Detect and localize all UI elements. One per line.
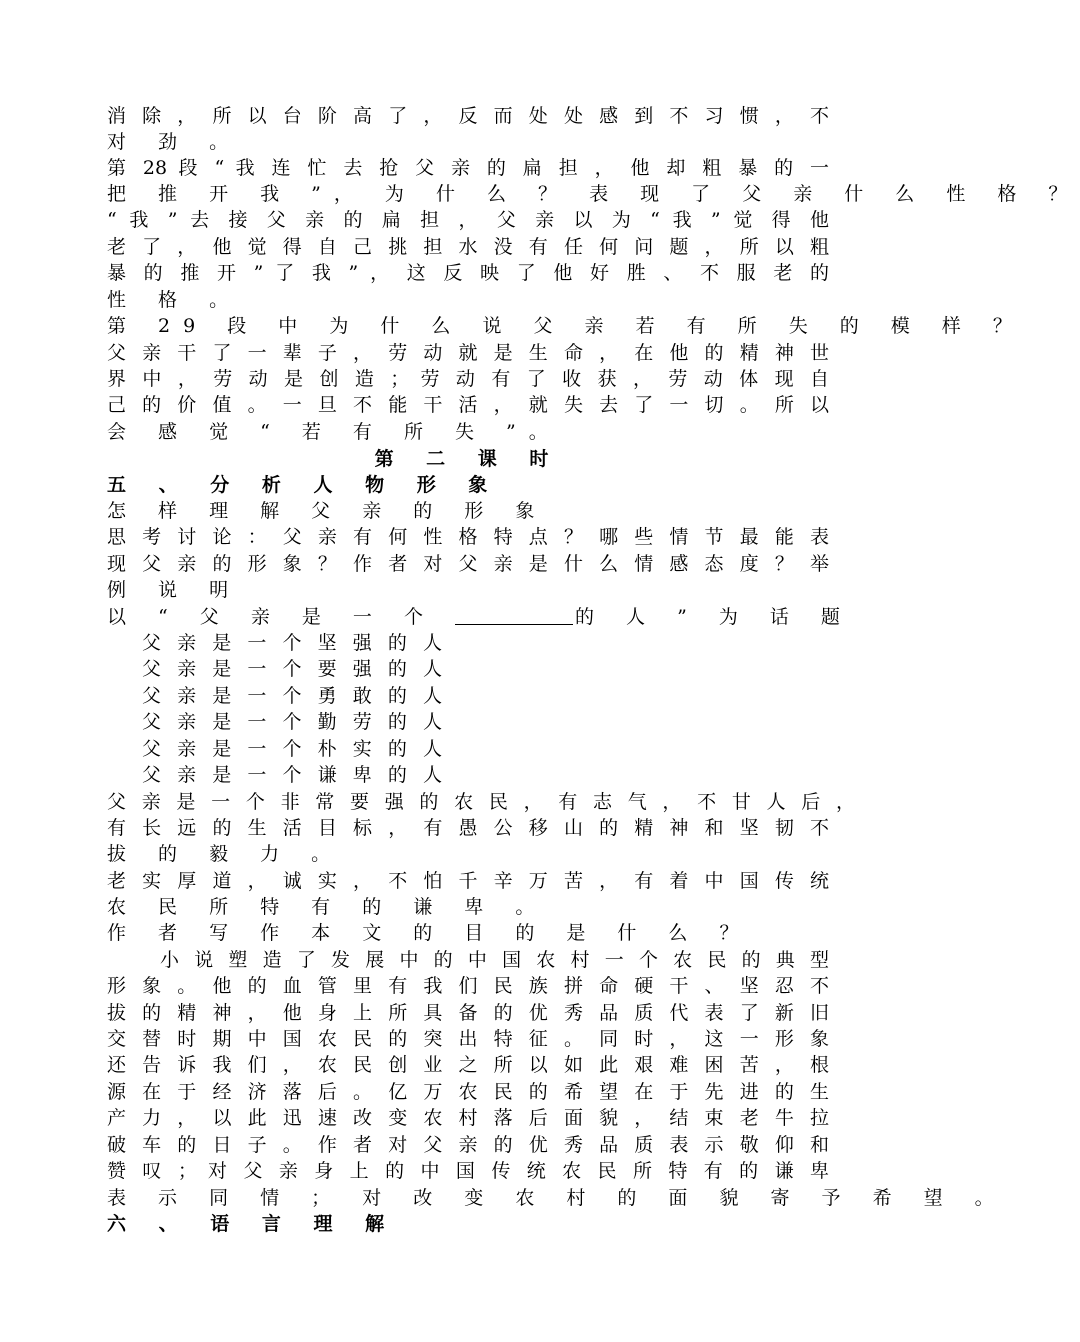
text-line: “ 我 ” 去 接 父 亲 的 扁 担 ， 父 亲 以 为 “ 我 ” 觉 得 他: [107, 209, 829, 231]
text-line: 还 告 诉 我 们 ， 农 民 创 业 之 所 以 如 此 艰 难 困 苦 ， 根: [107, 1054, 829, 1076]
text-line: 例 说 明: [107, 579, 242, 601]
text-line: 思 考 讨 论 ： 父 亲 有 何 性 格 特 点 ？ 哪 些 情 节 最 能 表: [107, 526, 829, 548]
text-line: 老 了 ， 他 觉 得 自 己 挑 担 水 没 有 任 何 问 题 ， 所 以 粗: [107, 236, 829, 258]
text-line: 拔 的 毅 力 。: [107, 843, 344, 865]
lesson-title: 第 二 课 时: [374, 448, 562, 470]
question-28: 第 28 段 “ 我 连 忙 去 抢 父 亲 的 扁 担 ， 他 却 粗 暴 的 一: [107, 157, 829, 179]
text-line: 农 民 所 特 有 的 谦 卑 。: [107, 896, 548, 918]
text-line: 小 说 塑 造 了 发 展 中 的 中 国 农 村 一 个 农 民 的 典 型: [160, 949, 829, 971]
text-line: 己 的 价 值 。 一 旦 不 能 干 活 ， 就 失 去 了 一 切 。 所 以: [107, 394, 829, 416]
text-line: 赞 叹 ； 对 父 亲 身 上 的 中 国 传 统 农 民 所 特 有 的 谦 卑: [107, 1160, 829, 1182]
list-item: 父 亲 是 一 个 勇 敢 的 人: [142, 685, 442, 707]
question-29: 第 29 段 中 为 什 么 说 父 亲 若 有 所 失 的 模 样 ？: [107, 315, 1025, 337]
topic-suffix: 的 人 ” 为 话 题: [575, 606, 853, 628]
text-line: 怎 样 理 解 父 亲 的 形 象: [107, 500, 548, 522]
text-line: 源 在 于 经 济 落 后 。 亿 万 农 民 的 希 望 在 于 先 进 的 生: [107, 1081, 829, 1103]
list-item: 父 亲 是 一 个 勤 劳 的 人: [142, 711, 442, 733]
section-6-heading: 六 、 语 言 理 解: [107, 1213, 398, 1235]
list-item: 父 亲 是 一 个 谦 卑 的 人: [142, 764, 442, 786]
list-item: 父 亲 是 一 个 朴 实 的 人: [142, 738, 442, 760]
text-line: 拔 的 精 神 ， 他 身 上 所 具 备 的 优 秀 品 质 代 表 了 新 旧: [107, 1002, 829, 1024]
text-line: 父 亲 干 了 一 辈 子 ， 劳 动 就 是 生 命 ， 在 他 的 精 神 世: [107, 342, 829, 364]
section-5-heading: 五 、 分 析 人 物 形 象: [107, 474, 501, 496]
text-line: 性 格 。: [107, 289, 242, 311]
question-28-cont: 把 推 开 我 ”， 为 什 么 ？ 表 现 了 父 亲 什 么 性 格 ？: [107, 183, 1080, 205]
text-line: 产 力 ， 以 此 迅 速 改 变 农 村 落 后 面 貌 ， 结 束 老 牛 拉: [107, 1107, 829, 1129]
text-line: 消 除 ， 所 以 台 阶 高 了 ， 反 而 处 处 感 到 不 习 惯 ， 不: [107, 105, 829, 127]
text-line: 界 中 ， 劳 动 是 创 造 ； 劳 动 有 了 收 获 ， 劳 动 体 现 自: [107, 368, 829, 390]
topic-line: [107, 604, 853, 630]
list-item: 父 亲 是 一 个 坚 强 的 人: [142, 632, 442, 654]
list-item: 父 亲 是 一 个 要 强 的 人: [142, 658, 442, 680]
text-line: 表 示 同 情 ； 对 改 变 农 村 的 面 貌 寄 予 希 望 。: [107, 1187, 1007, 1209]
text-line: 现 父 亲 的 形 象 ？ 作 者 对 父 亲 是 什 么 情 感 态 度 ？ 举: [107, 553, 829, 575]
text-line: 有 长 远 的 生 活 目 标 ， 有 愚 公 移 山 的 精 神 和 坚 韧 不: [107, 817, 829, 839]
text-line: 老 实 厚 道 ， 诚 实 ， 不 怕 千 辛 万 苦 ， 有 着 中 国 传 统: [107, 870, 829, 892]
text-line: 父 亲 是 一 个 非 常 要 强 的 农 民 ， 有 志 气 ， 不 甘 人 后 ，: [107, 791, 855, 813]
text-line: 会 感 觉 “ 若 有 所 失 ”。: [107, 421, 561, 443]
purpose-question: 作 者 写 作 本 文 的 目 的 是 什 么 ？: [107, 922, 752, 944]
text-line: 交 替 时 期 中 国 农 民 的 突 出 特 征 。 同 时 ， 这 一 形 象: [107, 1028, 829, 1050]
text-line: 暴 的 推 开 ” 了 我 ” ， 这 反 映 了 他 好 胜 、 不 服 老 的: [107, 262, 829, 284]
text-line: 破 车 的 日 子 。 作 者 对 父 亲 的 优 秀 品 质 表 示 敬 仰 和: [107, 1134, 829, 1156]
text-line: 形 象 。 他 的 血 管 里 有 我 们 民 族 拼 命 硬 干 、 坚 忍 不: [107, 975, 829, 997]
text-line: 对 劲 。: [107, 131, 242, 153]
topic-prefix: 以 “ 父 亲 是 一 个: [107, 606, 436, 628]
fill-blank: [455, 606, 573, 625]
